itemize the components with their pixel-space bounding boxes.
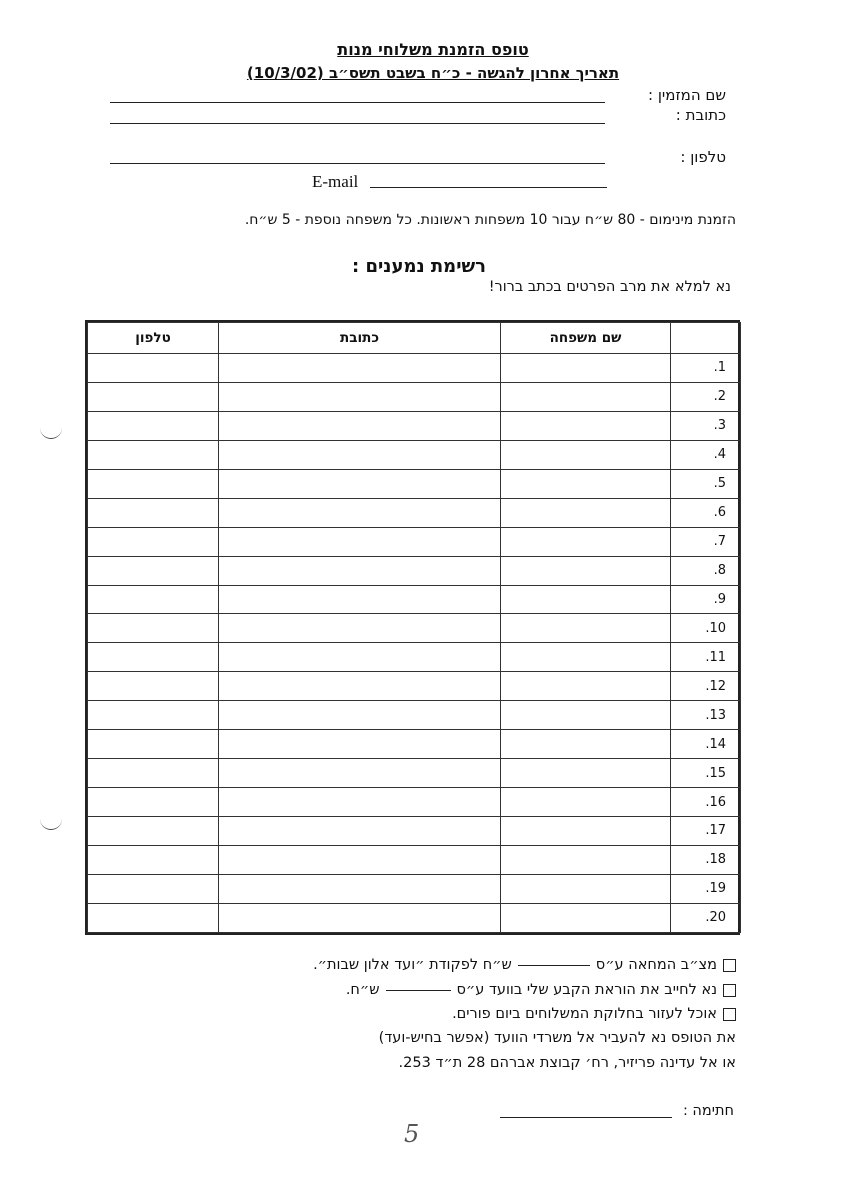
table-row bbox=[88, 903, 741, 932]
row-number: 2. bbox=[671, 382, 741, 411]
row-number: 14. bbox=[671, 730, 741, 759]
row-number: 7. bbox=[671, 527, 741, 556]
family-name-cell[interactable] bbox=[501, 730, 671, 759]
phone-cell[interactable] bbox=[88, 382, 219, 411]
address-cell[interactable] bbox=[219, 730, 501, 759]
address-cell[interactable] bbox=[219, 759, 501, 788]
phone-cell[interactable] bbox=[88, 556, 219, 585]
family-name-cell[interactable] bbox=[501, 845, 671, 874]
option-volunteer bbox=[452, 1006, 736, 1022]
option-text: ש״ח. bbox=[345, 982, 380, 998]
phone-cell[interactable] bbox=[88, 903, 219, 932]
orderer-label: שם המזמין : bbox=[648, 86, 726, 104]
amount-blank[interactable] bbox=[386, 989, 451, 991]
address-cell[interactable] bbox=[219, 701, 501, 730]
phone-cell[interactable] bbox=[88, 730, 219, 759]
row-number: 1. bbox=[671, 354, 741, 383]
row-number: 9. bbox=[671, 585, 741, 614]
family-name-cell[interactable] bbox=[501, 440, 671, 469]
option-text: ש״ח לפקודת ״ועד אלון שבות״. bbox=[313, 957, 512, 973]
table-row bbox=[88, 845, 741, 874]
phone-cell[interactable] bbox=[88, 643, 219, 672]
row-number: 17. bbox=[671, 817, 741, 846]
binder-hole-mark bbox=[40, 815, 62, 830]
row-number: 13. bbox=[671, 701, 741, 730]
row-number: 10. bbox=[671, 614, 741, 643]
row-number: 20. bbox=[671, 903, 741, 932]
phone-cell[interactable] bbox=[88, 672, 219, 701]
table-row bbox=[88, 585, 741, 614]
address-cell[interactable] bbox=[219, 440, 501, 469]
phone-cell[interactable] bbox=[88, 440, 219, 469]
option-standing-order bbox=[346, 982, 736, 998]
table-row bbox=[88, 672, 741, 701]
phone-cell[interactable] bbox=[88, 788, 219, 817]
orderer-line[interactable] bbox=[110, 102, 605, 103]
family-name-cell[interactable] bbox=[501, 469, 671, 498]
address-cell[interactable] bbox=[219, 903, 501, 932]
family-name-cell[interactable] bbox=[501, 382, 671, 411]
family-name-cell[interactable] bbox=[501, 788, 671, 817]
row-number: 4. bbox=[671, 440, 741, 469]
address-cell[interactable] bbox=[219, 382, 501, 411]
table-row bbox=[88, 354, 741, 383]
family-name-cell[interactable] bbox=[501, 527, 671, 556]
table-row bbox=[88, 759, 741, 788]
address-cell[interactable] bbox=[219, 817, 501, 846]
phone-label: טלפון : bbox=[680, 148, 726, 166]
phone-cell[interactable] bbox=[88, 498, 219, 527]
family-name-cell[interactable] bbox=[501, 874, 671, 903]
phone-cell[interactable] bbox=[88, 759, 219, 788]
table-row bbox=[88, 469, 741, 498]
table-row bbox=[88, 874, 741, 903]
table-row bbox=[88, 556, 741, 585]
page-number: 5 bbox=[404, 1120, 420, 1148]
table-row bbox=[88, 498, 741, 527]
address-cell[interactable] bbox=[219, 614, 501, 643]
table-row bbox=[88, 411, 741, 440]
address-line[interactable] bbox=[110, 123, 605, 124]
phone-cell[interactable] bbox=[88, 845, 219, 874]
phone-cell[interactable] bbox=[88, 469, 219, 498]
family-name-cell[interactable] bbox=[501, 701, 671, 730]
email-line[interactable] bbox=[370, 187, 607, 188]
row-number: 18. bbox=[671, 845, 741, 874]
col-header-number bbox=[671, 323, 741, 354]
pricing-note: הזמנת מינימום - 80 ש״ח עבור 10 משפחות ראשונות. כל משפחה נוספת - 5 ש״ח. bbox=[244, 212, 736, 228]
row-number: 5. bbox=[671, 469, 741, 498]
phone-cell[interactable] bbox=[88, 701, 219, 730]
signature-label: חתימה : bbox=[682, 1103, 734, 1119]
phone-cell[interactable] bbox=[88, 817, 219, 846]
address-cell[interactable] bbox=[219, 585, 501, 614]
signature-line[interactable] bbox=[500, 1117, 672, 1118]
row-number: 16. bbox=[671, 788, 741, 817]
address-cell[interactable] bbox=[219, 498, 501, 527]
table-row bbox=[88, 817, 741, 846]
row-number: 8. bbox=[671, 556, 741, 585]
recipients-instruction: נא למלא את מרב הפרטים בכתב ברור! bbox=[488, 279, 731, 295]
table-header-row bbox=[88, 323, 741, 354]
option-text: אוכל לעזור בחלוקת המשלוחים ביום פורים. bbox=[452, 1006, 717, 1022]
family-name-cell[interactable] bbox=[501, 354, 671, 383]
option-attached-check bbox=[313, 957, 736, 973]
family-name-cell[interactable] bbox=[501, 585, 671, 614]
family-name-cell[interactable] bbox=[501, 643, 671, 672]
phone-cell[interactable] bbox=[88, 411, 219, 440]
table-row bbox=[88, 382, 741, 411]
family-name-cell[interactable] bbox=[501, 903, 671, 932]
deadline-line: תאריך אחרון להגשה - כ״ח בשבט תשס״ב (10/3/02) bbox=[246, 64, 620, 82]
row-number: 6. bbox=[671, 498, 741, 527]
address-cell[interactable] bbox=[219, 354, 501, 383]
address-cell[interactable] bbox=[219, 643, 501, 672]
table-row bbox=[88, 614, 741, 643]
delivery-line-2: או אל עדינה פריזיר, רח׳ קבוצת אברהם 28 ת״ד 253. bbox=[398, 1055, 736, 1071]
phone-cell[interactable] bbox=[88, 614, 219, 643]
address-cell[interactable] bbox=[219, 411, 501, 440]
checkbox[interactable] bbox=[723, 1008, 736, 1021]
family-name-cell[interactable] bbox=[501, 556, 671, 585]
row-number: 12. bbox=[671, 672, 741, 701]
phone-cell[interactable] bbox=[88, 585, 219, 614]
table-row bbox=[88, 730, 741, 759]
address-cell[interactable] bbox=[219, 527, 501, 556]
family-name-cell[interactable] bbox=[501, 817, 671, 846]
table-row bbox=[88, 788, 741, 817]
row-number: 3. bbox=[671, 411, 741, 440]
family-name-cell[interactable] bbox=[501, 672, 671, 701]
phone-cell[interactable] bbox=[88, 354, 219, 383]
table-row bbox=[88, 440, 741, 469]
option-text: מצ״ב המחאה ע״ס bbox=[595, 957, 717, 973]
col-header-family: שם משפחה bbox=[501, 323, 671, 354]
address-cell[interactable] bbox=[219, 845, 501, 874]
binder-hole-mark bbox=[40, 424, 62, 439]
recipients-heading: רשימת נמענים : bbox=[352, 256, 486, 277]
family-name-cell[interactable] bbox=[501, 614, 671, 643]
family-name-cell[interactable] bbox=[501, 498, 671, 527]
family-name-cell[interactable] bbox=[501, 411, 671, 440]
phone-cell[interactable] bbox=[88, 527, 219, 556]
col-header-phone: טלפון bbox=[88, 323, 219, 354]
address-cell[interactable] bbox=[219, 469, 501, 498]
phone-line[interactable] bbox=[110, 163, 605, 164]
table-row bbox=[88, 643, 741, 672]
amount-blank[interactable] bbox=[518, 964, 590, 966]
address-cell[interactable] bbox=[219, 672, 501, 701]
row-number: 19. bbox=[671, 874, 741, 903]
form-title: טופס הזמנת משלוחי מנות bbox=[337, 40, 529, 59]
table-row bbox=[88, 527, 741, 556]
address-cell[interactable] bbox=[219, 556, 501, 585]
table-row bbox=[88, 701, 741, 730]
address-cell[interactable] bbox=[219, 788, 501, 817]
delivery-line-1: את הטופס נא להעביר אל משרדי הוועד (אפשר בחיש-ועד) bbox=[378, 1030, 736, 1046]
checkbox[interactable] bbox=[723, 959, 736, 972]
recipients-table bbox=[85, 320, 740, 935]
option-text: נא לחייב את הוראת הקבע שלי בוועד ע״ס bbox=[456, 982, 717, 998]
email-label: E-mail bbox=[312, 172, 359, 191]
address-cell[interactable] bbox=[219, 874, 501, 903]
row-number: 11. bbox=[671, 643, 741, 672]
family-name-cell[interactable] bbox=[501, 759, 671, 788]
address-label: כתובת : bbox=[675, 106, 726, 124]
col-header-address: כתובת bbox=[219, 323, 501, 354]
checkbox[interactable] bbox=[723, 984, 736, 997]
row-number: 15. bbox=[671, 759, 741, 788]
phone-cell[interactable] bbox=[88, 874, 219, 903]
